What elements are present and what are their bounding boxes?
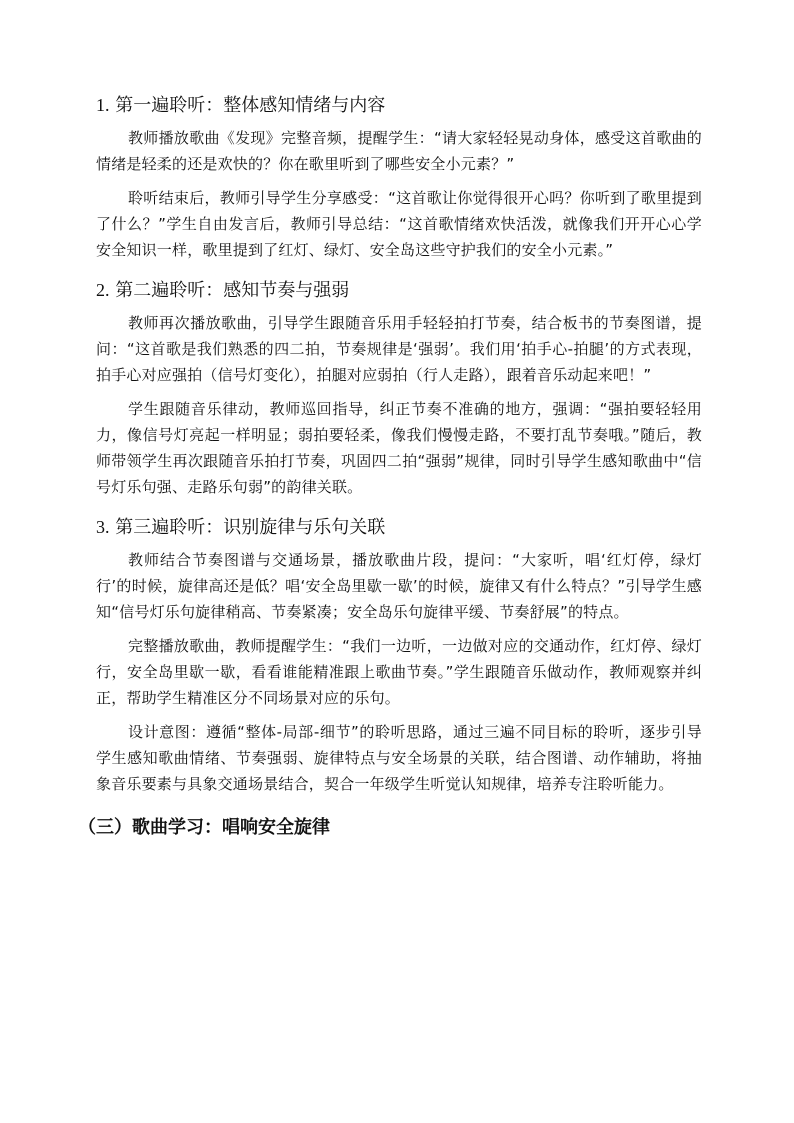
paragraph: 教师结合节奏图谱与交通场景，播放歌曲片段，提问：“大家听，唱‘红灯停，绿灯行’的时候，旋律高还是低？唱‘安全岛里歇一歇’的时候，旋律又有什么特点？”引导学生感知“信号灯乐句旋律稍高、节奏紧凑；安全岛乐句旋律平缓、节奏舒展”的特点。 xyxy=(96,551,702,621)
section-title: 第一遍聆听：整体感知情绪与内容 xyxy=(115,95,386,116)
paragraph: 教师播放歌曲《发现》完整音频，提醒学生：“请大家轻轻晃动身体，感受这首歌曲的情绪是轻柔的还是欢快的？你在歌里听到了哪些安全小元素？” xyxy=(96,129,702,173)
section-number: 2. xyxy=(96,280,110,300)
section-heading xyxy=(96,92,702,119)
section-2 xyxy=(96,277,702,500)
section-1 xyxy=(96,92,702,263)
document-page xyxy=(78,92,702,841)
paragraph: 教师再次播放歌曲，引导学生跟随音乐用手轻轻拍打节奏，结合板书的节奏图谱，提问：“这首歌是我们熟悉的四二拍，节奏规律是‘强弱’。我们用‘拍手心-拍腿’的方式表现，拍手心对应强拍（信号灯变化），拍腿对应弱拍（行人走路），跟着音乐动起来吧！” xyxy=(96,314,702,384)
next-section-heading: （三）歌曲学习：唱响安全旋律 xyxy=(78,817,330,838)
section-3 xyxy=(96,514,702,797)
section-number: 1. xyxy=(96,95,110,115)
paragraph: 完整播放歌曲，教师提醒学生：“我们一边听，一边做对应的交通动作，红灯停、绿灯行，安全岛里歇一歇，看看谁能精准跟上歌曲节奏。”学生跟随音乐做动作，教师观察并纠正，帮助学生精准区分不同场景对应的乐句。 xyxy=(96,637,702,707)
section-heading xyxy=(96,514,702,541)
design-intent-paragraph: 设计意图：遵循“整体-局部-细节”的聆听思路，通过三遍不同目标的聆听，逐步引导学生感知歌曲情绪、节奏强弱、旋律特点与安全场景的关联，结合图谱、动作辅助，将抽象音乐要素与具象交通场景结合，契合一年级学生听觉认知规律，培养专注聆听能力。 xyxy=(96,723,702,793)
section-title: 第三遍聆听：识别旋律与乐句关联 xyxy=(115,517,386,538)
paragraph: 聆听结束后，教师引导学生分享感受：“这首歌让你觉得很开心吗？你听到了歌里提到了什么？”学生自由发言后，教师引导总结：“这首歌情绪欢快活泼，就像我们开开心心学安全知识一样，歌里提到了红灯、绿灯、安全岛这些守护我们的安全小元素。” xyxy=(96,189,702,259)
section-heading xyxy=(96,277,702,304)
paragraph: 学生跟随音乐律动，教师巡回指导，纠正节奏不准确的地方，强调：“强拍要轻轻用力，像信号灯亮起一样明显；弱拍要轻柔，像我们慢慢走路，不要打乱节奏哦。”随后，教师带领学生再次跟随音乐拍打节奏，巩固四二拍“强弱”规律，同时引导学生感知歌曲中“信号灯乐句强、走路乐句弱”的韵律关联。 xyxy=(96,400,702,496)
section-number: 3. xyxy=(96,517,110,537)
section-title: 第二遍聆听：感知节奏与强弱 xyxy=(115,280,350,301)
